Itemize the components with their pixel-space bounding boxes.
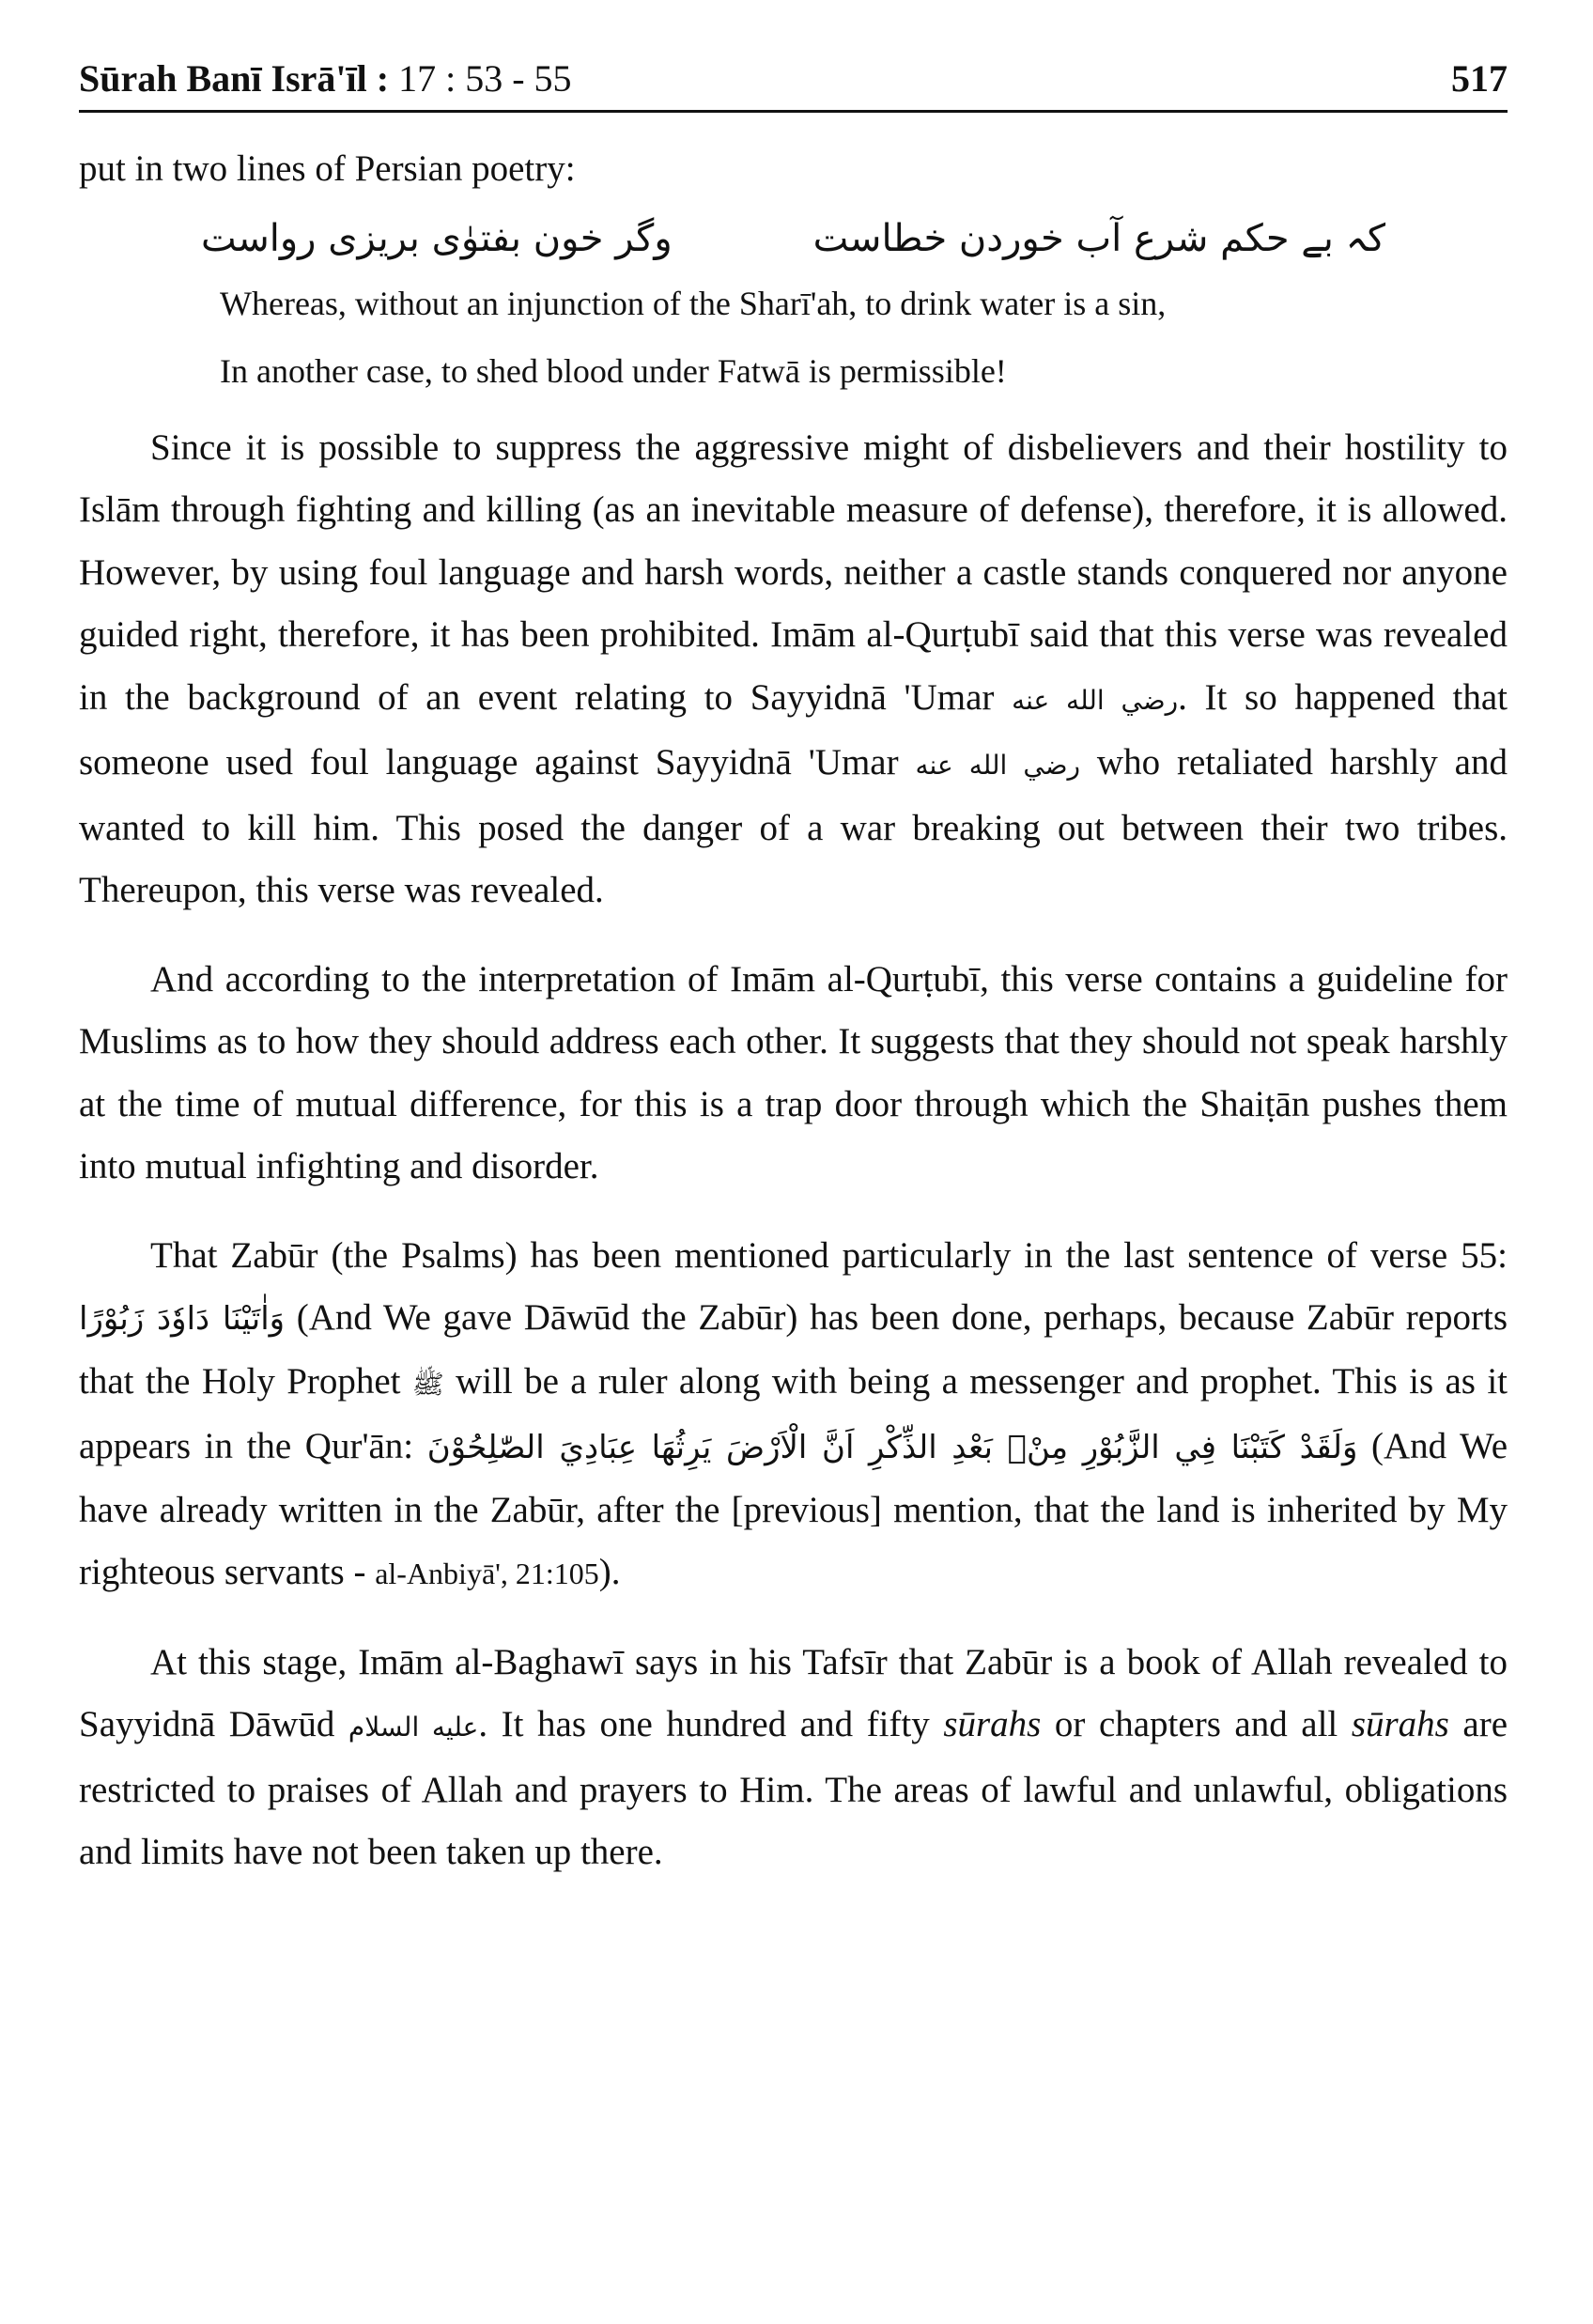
couplet-first-hemistich: کہ بے حکم شرع آب خوردن خطاست [812,216,1386,260]
translation-line-1: Whereas, without an injunction of the Sharī'ah, to drink water is a sin, [220,284,1167,322]
paragraph-1 [79,417,1508,922]
p3-text-e: ). [598,1552,621,1593]
p4-text-c: or chapters and all [1041,1704,1352,1745]
persian-couplet [79,217,1508,260]
p3-text-c: will be a ruler along with being a messenger and prophet. This is as it appears in the Qur'ān: [79,1360,1508,1467]
surah-title [79,56,572,101]
surahs-term: sūrahs [943,1704,1042,1745]
p4-text-a: At this stage, Imām al-Baghawī says in his Tafsīr that Zabūr is a book of Allah revealed to Sayyidnā Dāwūd [79,1641,1508,1745]
p3-text-d: (And We have already written in the Zabūr, after the [previous] mention, that the land is inherited by My righteous servants - [79,1426,1508,1593]
arabic-verse-2: وَلَقَدْ كَتَبْنَا فِي الزَّبُوْرِ مِنْۢ بَعْدِ الذِّكْرِ اَنَّ الْاَرْضَ يَرِثُهَا عِبَادِيَ الصّٰلِحُوْنَ [426,1429,1358,1467]
surahs-term: sūrahs [1351,1704,1449,1745]
translation-line-2: In another case, to shed blood under Fatwā is permissible! [220,352,1007,391]
p4-text-b: . It has one hundred and fifty [478,1704,944,1745]
couplet-translation [220,281,1441,395]
document-page [79,56,1508,1911]
radiyallahu-honorific-icon: رضي الله عنه [915,750,1081,782]
arabic-verse-1: وَاٰتَيْنَا دَاوٗدَ زَبُوْرًا [79,1300,286,1339]
alaihis-salam-honorific-icon: عليه السلام [348,1712,479,1743]
p4-text-d: are restricted to praises of Allah and prayers to Him. The areas of lawful and unlawful, obligations and limits have not been taken up there. [79,1704,1508,1873]
paragraph-3 [79,1225,1508,1605]
p1-text-b: . It so happened that someone used foul language against Sayyidnā 'Umar [79,676,1508,783]
running-header [79,56,1508,113]
p1-text-c: who retaliated harshly and wanted to kill him. This posed the danger of a war breaking out between their two tribes. Thereupon, this verse was revealed. [79,742,1508,911]
paragraph-2: And according to the interpretation of Imām al-Qurṭubī, this verse contains a guideline for Muslims as to how they should address each other. It suggests that they should not speak harshly at the time of mutual difference, for this is a trap door through which the Shaiṭān pushes them into mutual infighting and disorder. [79,958,1508,1187]
verse-citation: al-Anbiyā', 21:105 [375,1557,599,1591]
couplet-second-hemistich: وگر خون بفتوٰی بریزی رواست [200,216,673,260]
paragraph-4 [79,1632,1508,1884]
salla-honorific-icon: ﷺ [411,1368,444,1400]
radiyallahu-honorific-icon: رضي الله عنه [1012,684,1179,716]
verse-range: 17 : 53 - 55 [389,57,572,100]
p1-text-a: Since it is possible to suppress the aggressive might of disbelievers and their hostility to Islām through fighting and killing (as an inevitable measure of defense), therefore, it is allowed. However, by using foul language and harsh words, neither a castle stands conquered nor anyone guided right, therefore, it has been prohibited. Imām al-Qurṭubī said that this verse was revealed in the background of an event relating to Sayyidnā 'Umar [79,426,1508,718]
p3-text-a: That Zabūr (the Psalms) has been mentioned particularly in the last sentence of verse 55: [150,1234,1508,1276]
surah-name: Sūrah Banī Isrā'īl : [79,57,390,100]
intro-line: put in two lines of Persian poetry: [79,148,576,189]
page-number: 517 [1451,57,1508,100]
p3-text-b: (And We gave Dāwūd the Zabūr) has been done, perhaps, because Zabūr reports that the Holy Prophet [79,1297,1508,1402]
